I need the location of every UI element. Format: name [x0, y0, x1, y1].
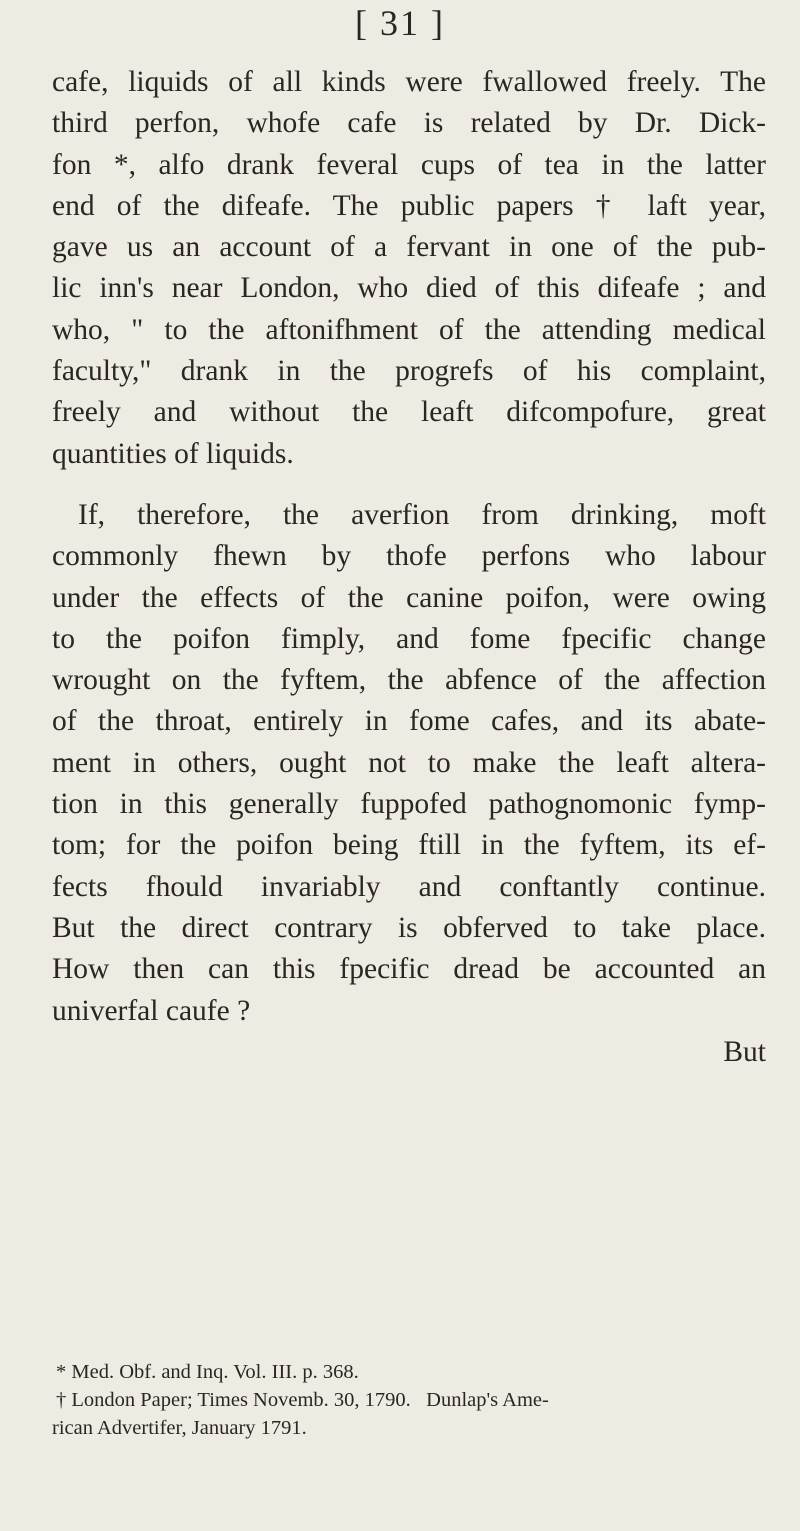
paragraph-2 — [52, 495, 766, 1032]
page-number: [ 31 ] — [355, 3, 445, 43]
text-line: tom; for the poifon being ftill in the fyftem, its ef- — [52, 829, 766, 862]
footnote: * Med. Obf. and Inq. Vol. III. p. 368. — [56, 1361, 359, 1383]
text-line: tion in this generally fuppofed pathognomonic fymp- — [52, 788, 766, 821]
text-line: ment in others, ought not to make the leaft altera- — [52, 746, 766, 779]
text-line: freely and without the leaft difcompofure, great — [52, 396, 766, 429]
text-line: who, " to the aftonifhment of the attending medical — [52, 313, 766, 346]
paragraph-1 — [52, 62, 766, 475]
footnote: rican Advertifer, January 1791. — [52, 1417, 307, 1439]
catchword: But — [723, 1035, 766, 1068]
body-text — [52, 62, 766, 1073]
text-line: If, therefore, the averfion from drinking, moft — [78, 498, 766, 531]
text-line: commonly fhewn by thofe perfons who labour — [52, 540, 766, 573]
paragraph-gap — [52, 475, 766, 495]
text-line: third perfon, whofe cafe is related by Dr. Dick- — [52, 107, 766, 140]
text-line: quantities of liquids. — [52, 437, 294, 470]
text-line: of the throat, entirely in fome cafes, and its abate- — [52, 705, 766, 738]
text-line: faculty," drank in the progrefs of his complaint, — [52, 355, 766, 388]
text-line: lic inn's near London, who died of this difeafe ; and — [52, 272, 766, 305]
text-line: But the direct contrary is obferved to take place. — [52, 911, 766, 944]
text-line: wrought on the fyftem, the abfence of the affection — [52, 664, 766, 697]
text-line: to the poifon fimply, and fome fpecific change — [52, 622, 766, 655]
text-line: end of the difeafe. The public papers † laft year, — [52, 189, 766, 222]
text-line: fects fhould invariably and conftantly continue. — [52, 870, 766, 903]
footnote: † London Paper; Times Novemb. 30, 1790. Dunlap's Ame- — [56, 1389, 549, 1411]
text-line: under the effects of the canine poifon, were owing — [52, 581, 766, 614]
footnotes — [52, 1358, 766, 1442]
text-line: fon *, alfo drank feveral cups of tea in the latter — [52, 148, 766, 181]
text-line: gave us an account of a fervant in one of the pub- — [52, 231, 766, 264]
text-line: univerfal caufe ? — [52, 994, 251, 1027]
text-line: How then can this fpecific dread be accounted an — [52, 953, 766, 986]
text-line: cafe, liquids of all kinds were fwallowed freely. The — [52, 66, 766, 98]
